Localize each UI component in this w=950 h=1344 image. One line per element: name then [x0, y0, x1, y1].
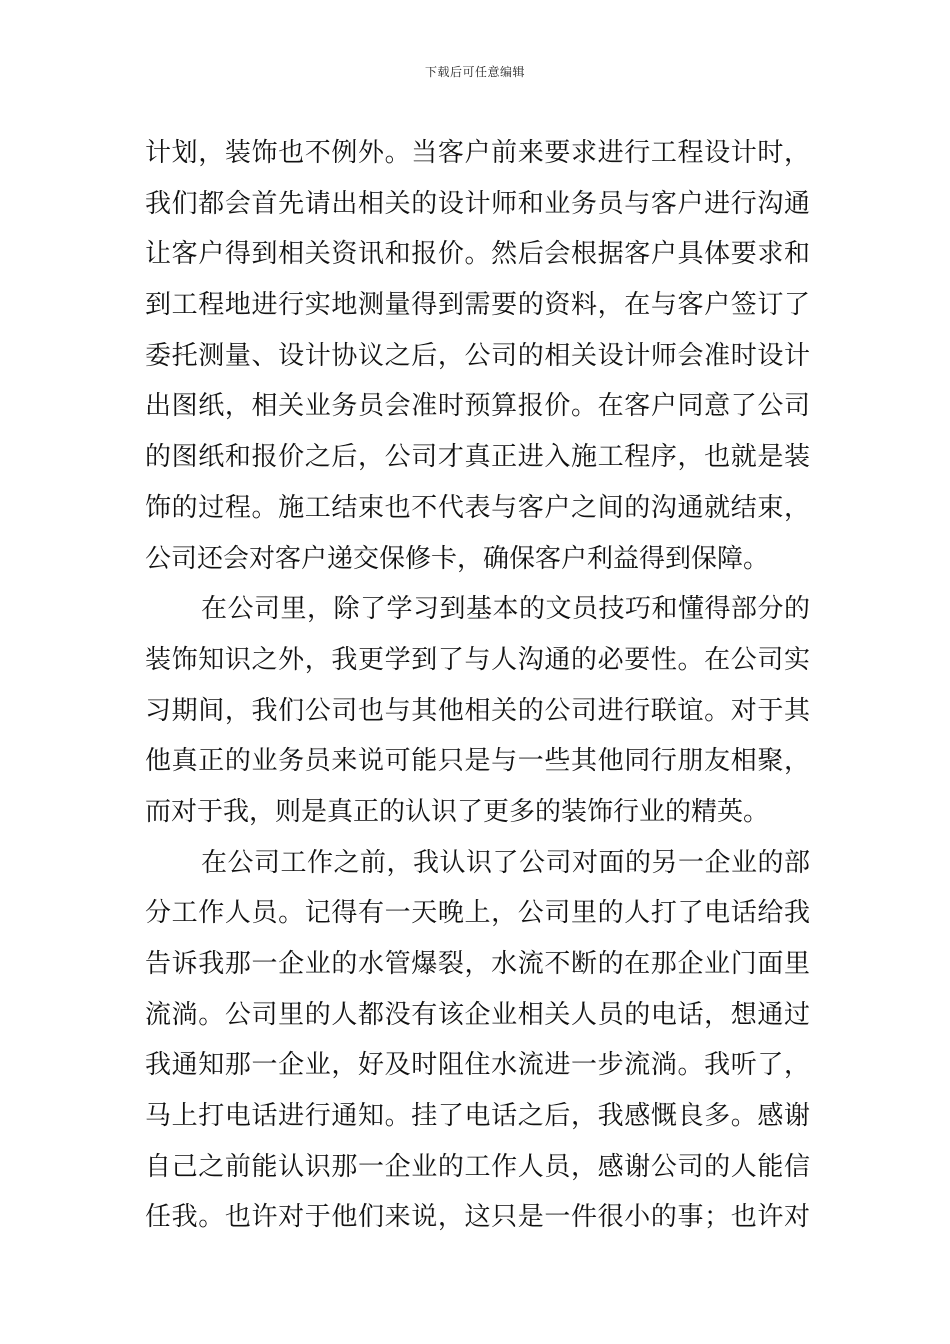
paragraph-first-line: 在公司里，除了学习到基本的文员技巧和懂得部分的	[201, 594, 810, 625]
page-header: 下载后可任意编辑	[424, 65, 525, 79]
text-line: 告诉我那一企业的水管爆裂，水流不断的在那企业门面里	[145, 949, 810, 979]
text-line: 习期间，我们公司也与其他相关的公司进行联谊。对于其	[145, 695, 810, 726]
text-line: 计划，装饰也不例外。当客户前来要求进行工程设计时，	[145, 138, 810, 168]
text-line: 到工程地进行实地测量得到需要的资料，在与客户签订了	[145, 290, 810, 321]
document-body	[145, 128, 810, 1243]
text-line: 我通知那一企业，好及时阻住水流进一步流淌。我听了，	[145, 1050, 810, 1081]
text-line: 自己之前能认识那一企业的工作人员，感谢公司的人能信	[145, 1151, 810, 1182]
text-line: 出图纸，相关业务员会准时预算报价。在客户同意了公司	[145, 391, 810, 422]
text-line: 装饰知识之外，我更学到了与人沟通的必要性。在公司实	[145, 644, 810, 675]
paragraph-end-line: 而对于我，则是真正的认识了更多的装饰行业的精英。	[145, 796, 770, 827]
paragraph-first-line: 在公司工作之前，我认识了公司对面的另一企业的部	[201, 847, 810, 878]
paragraph-end-line: 公司还会对客户递交保修卡，确保客户利益得到保障。	[145, 543, 770, 574]
text-line: 我们都会首先请出相关的设计师和业务员与客户进行沟通	[145, 188, 810, 219]
text-line: 任我。也许对于他们来说，这只是一件很小的事；也许对	[145, 1202, 810, 1233]
text-line: 马上打电话进行通知。挂了电话之后，我感慨良多。感谢	[145, 1101, 810, 1132]
text-line: 流淌。公司里的人都没有该企业相关人员的电话，想通过	[145, 999, 810, 1030]
text-line: 分工作人员。记得有一天晚上，公司里的人打了电话给我	[145, 898, 810, 929]
text-line: 让客户得到相关资讯和报价。然后会根据客户具体要求和	[145, 239, 810, 270]
text-line: 委托测量、设计协议之后，公司的相关设计师会准时设计	[145, 340, 810, 371]
text-line: 他真正的业务员来说可能只是与一些其他同行朋友相聚，	[145, 746, 810, 777]
text-line: 饰的过程。施工结束也不代表与客户之间的沟通就结束，	[145, 492, 810, 523]
text-line: 的图纸和报价之后，公司才真正进入施工程序，也就是装	[145, 442, 810, 473]
